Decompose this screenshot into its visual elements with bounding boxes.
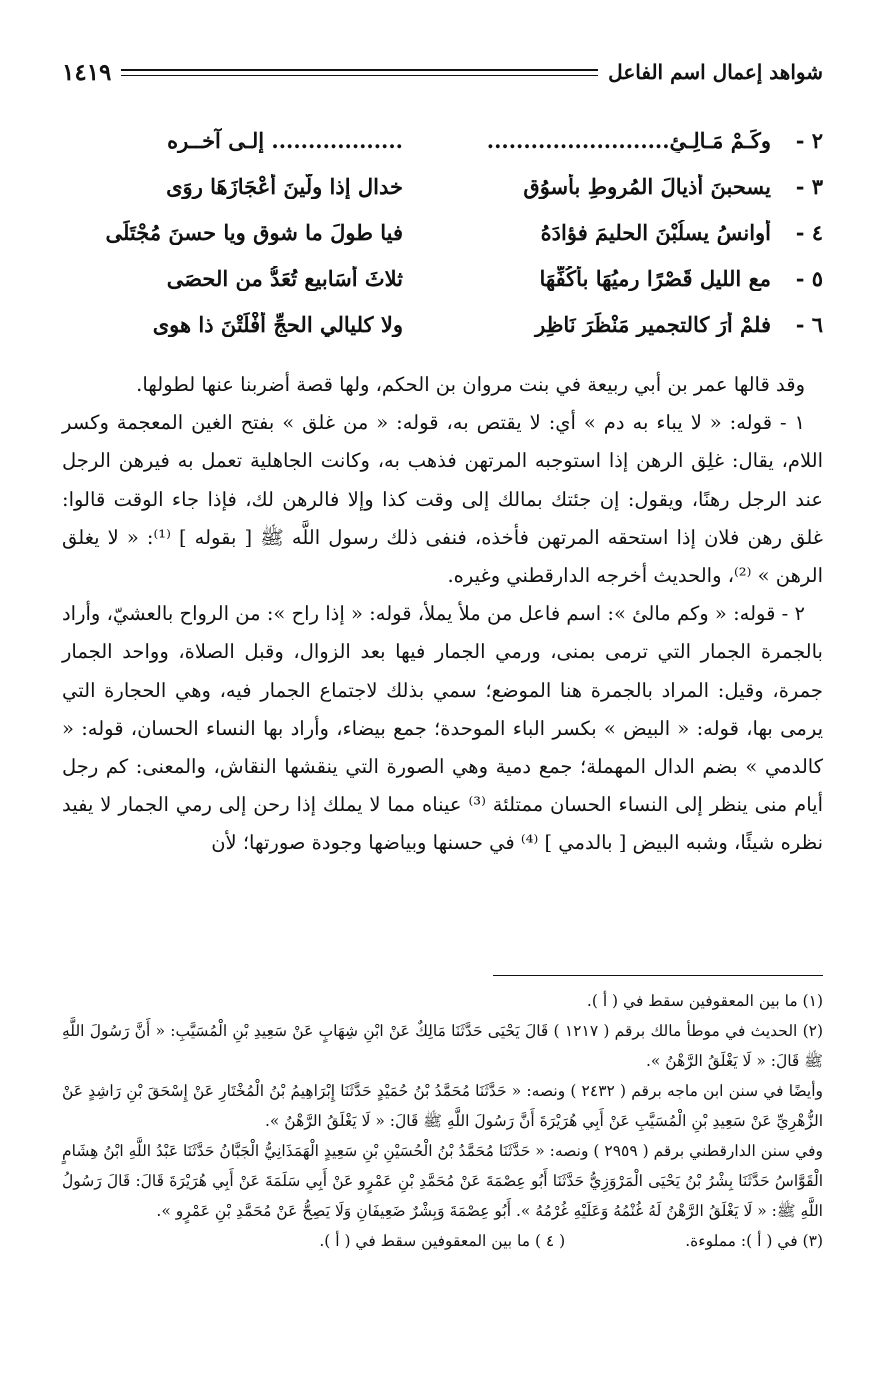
verse-number: ٢ -: [795, 128, 823, 153]
footnote-2-daraqutni: وفي سنن الدارقطني برقم ( ٢٩٥٩ ) ونصه: « حَدَّثَنَا مُحَمَّدُ بْنُ الْحُسَيْنِ بْنِ سَعِيدٍ الْهَمَذَانِيُّ الْجَبَّانُ حَدَّثَنَا عَبْدُ اللَّهِ ابْنُ هِشَامٍ الْقَوَّاسُ حَدَّثَنَا بِشْرُ بْنُ يَحْيَى الْمَرْوَزِيُّ حَدَّثَنَا أَبُو عِصْمَةَ عَنْ مُحَمَّدِ بْنِ عَمْرٍو عَنْ أَبِي سَلَمَةَ عَنْ أَبِي هُرَيْرَةَ قَالَ: قَالَ رَسُولُ اللَّهِ ﷺ: « لَا يَغْلَقُ الرَّهْنُ لَهُ غُنْمُهُ وَعَلَيْهِ غُرْمُهُ ». أَبُو عِصْمَةَ وَبِشْرٌ ضَعِيفَانِ وَلَا يَصِحُّ عَنْ مُحَمَّدِ بْنِ عَمْرٍو ».: [62, 1142, 823, 1220]
verse-first-hemistich: فلمْ أَرَ كالتجميرِ مَنْظَرَ نَاظِرٍ: [535, 312, 771, 337]
poetry-verses: [62, 128, 823, 358]
page-number: ١٤١٩: [62, 58, 112, 86]
verse-row: [62, 266, 823, 312]
footnotes: [62, 986, 823, 1256]
running-title: شواهد إعمال اسم الفاعل: [608, 60, 823, 84]
verse-first-hemistich: أوانسُ يسلُبْنَ الحليمَ فؤادَهُ: [540, 220, 771, 245]
verse-second-hemistich: ثلاثَ أَسَابيعٍ تُعَدُّ من الحصَى: [166, 266, 403, 291]
paragraph-commentary-2: ٢ - قوله: « وكم مالئ »: اسم فاعل من ملأ يملأ، قوله: « إذا راح »: من الرواح بالعشيّ، وأراد بالجمرة الجمار التي ترمى بمنى، ورمي الجمار فيها بعد الزوال، وقبل الصلاة، وواحد الجمار جمرة، وقيل: المراد بالجمرة هنا الموضع؛ سمي بذلك لاجتماع الجمار فيه، وهي الحجارة التي يرمى بها، قوله: « البيض » بكسر الباء الموحدة؛ جمع بيضاء، وأراد بها النساء الحسان، قوله: « كالدمي » بضم الدال المهملة؛ جمع دمية وهي الصورة التي ينقشها النقاش، والمعنى: كم رجل أيام منى ينظر إلى النساء الحسان ممتلئة ⁽³⁾ عيناه مما لا يملك إذا رحن إلى رمي الجمار لا يفيد نظره شيئًا، وشبه البيض [ بالدمي ] ⁽⁴⁾ في حسنها وبياضها وجودة صورتها؛ لأن: [62, 602, 824, 855]
verse-number: ٣ -: [795, 174, 823, 199]
footnote-1: (١) ما بين المعقوفين سقط في ( أ ).: [586, 992, 823, 1010]
verse-row: [62, 312, 823, 358]
verse-second-hemistich: ولا كليالي الحجِّ أَفْلَتْنَ ذا هوى: [152, 312, 403, 337]
verse-row: [62, 174, 823, 220]
verse-number: ٤ -: [795, 220, 823, 245]
page-header: [62, 52, 823, 92]
header-rule: [121, 69, 598, 76]
verse-first-hemistich: وكَـمْ مَـالِـئٍ.........................: [486, 128, 771, 153]
verse-second-hemistich: خدال إذا ولّينَ أَعْجَازَهَا رِوَى: [166, 174, 403, 199]
footnote-4: ( ٤ ) ما بين المعقوفين سقط في ( أ ).: [319, 1232, 566, 1250]
paragraph-commentary-1: ١ - قوله: « لا يباء به دم » أي: لا يقتص به، قوله: « من غلق » بفتح الغين المعجمة وكسر اللام، يقال: غلِق الرهن إذا استوجبه المرتهن فذهب به، وكانت الجاهلية تعمل به فيرهن الرجل عند الرجل رهنًا، ويقول: إن جئتك بمالك إلى وقت كذا وإلا فالرهن لك، فإذا جاء الوقت قالوا: غلق رهن فلان إذا استحقه المرتهن فأخذه، فنفى ذلك رسول اللَّه ﷺ [ بقوله ] ⁽¹⁾: « لا يغلق الرهن » ⁽²⁾، والحديث أخرجه الدارقطني وغيره.: [62, 411, 823, 588]
verse-second-hemistich: .................. إلـى آخــره: [167, 128, 403, 153]
footnote-2: (٢) الحديث في موطأ مالك برقم ( ١٢١٧ ) قَالَ يَحْيَى حَدَّثَنَا مَالِكٌ عَنْ ابْنِ شِهَابٍ عَنْ سَعِيدِ بْنِ الْمُسَيَّبِ: « أَنَّ رَسُولَ اللَّهِ ﷺ قَالَ: « لَا يَغْلَقُ الرَّهْنُ ».: [62, 1022, 824, 1070]
verse-row: [62, 128, 823, 174]
verse-second-hemistich: فيا طولَ ما شوقٍ ويا حسنَ مُجْتَلَى: [105, 220, 403, 245]
footnote-separator: [493, 975, 823, 976]
footnote-3: (٣) في ( أ ): مملوءة.: [685, 1232, 823, 1250]
verse-number: ٥ -: [795, 266, 823, 291]
verse-row: [62, 220, 823, 266]
verse-number: ٦ -: [795, 312, 823, 337]
verse-first-hemistich: مع الليلِ قَصْرًا رميُهَا بأكُفِّهَا: [539, 266, 771, 291]
footnotes-3-4: [62, 1226, 823, 1256]
verse-first-hemistich: يسحبنَ أذيالَ المُروطِ بأسوُقٍ: [523, 174, 771, 199]
paragraph-attribution: وقد قالها عمر بن أبي ربيعة في بنت مروان بن الحكم، ولها قصة أضربنا عنها لطولها.: [136, 373, 805, 396]
footnote-2-ibn-majah: وأيضًا في سنن ابن ماجه برقم ( ٢٤٣٢ ) ونصه: « حَدَّثَنَا مُحَمَّدُ بْنُ حُمَيْدٍ حَدَّثَنَا إِبْرَاهِيمُ بْنُ الْمُخْتَارِ عَنْ إِسْحَقَ بْنِ رَاشِدٍ عَنْ الزُّهْرِيِّ عَنْ سَعِيدِ بْنِ الْمُسَيَّبِ عَنْ أَبِي هُرَيْرَةَ أَنَّ رَسُولَ اللَّهِ ﷺ قَالَ: « لَا يَغْلَقُ الرَّهْنُ ».: [62, 1082, 823, 1130]
main-text: [62, 366, 823, 863]
